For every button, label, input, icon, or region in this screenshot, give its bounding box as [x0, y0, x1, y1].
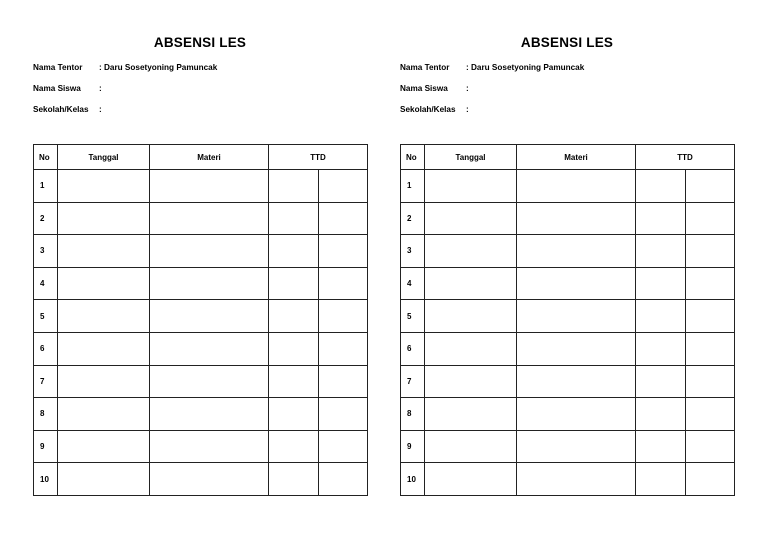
- tanggal-cell: [58, 300, 150, 333]
- table-row: [401, 202, 735, 235]
- row-number: 9: [401, 430, 425, 463]
- ttd-cell: [319, 202, 368, 235]
- materi-cell: [517, 365, 636, 398]
- header-tanggal: Tanggal: [425, 145, 517, 170]
- table-row: [34, 267, 368, 300]
- tanggal-cell: [58, 170, 150, 203]
- table-header-row: [34, 145, 368, 170]
- ttd-cell: [269, 267, 319, 300]
- ttd-cell: [319, 267, 368, 300]
- table-row: [401, 332, 735, 365]
- tanggal-cell: [425, 463, 517, 496]
- ttd-cell: [636, 365, 686, 398]
- siswa-row: [400, 84, 469, 93]
- materi-cell: [150, 267, 269, 300]
- tanggal-cell: [425, 398, 517, 431]
- ttd-cell: [686, 332, 735, 365]
- row-number: 3: [401, 235, 425, 268]
- ttd-cell: [686, 398, 735, 431]
- tanggal-cell: [58, 365, 150, 398]
- materi-cell: [150, 398, 269, 431]
- ttd-cell: [319, 332, 368, 365]
- tanggal-cell: [425, 332, 517, 365]
- materi-cell: [517, 300, 636, 333]
- kelas-value: :: [466, 105, 469, 114]
- siswa-value: :: [466, 84, 469, 93]
- tanggal-cell: [425, 170, 517, 203]
- ttd-cell: [269, 430, 319, 463]
- header-ttd: TTD: [636, 145, 735, 170]
- ttd-cell: [319, 398, 368, 431]
- materi-cell: [517, 170, 636, 203]
- materi-cell: [150, 430, 269, 463]
- row-number: 9: [34, 430, 58, 463]
- materi-cell: [150, 463, 269, 496]
- tanggal-cell: [58, 202, 150, 235]
- tentor-label: Nama Tentor: [400, 63, 450, 72]
- kelas-row: [33, 105, 102, 114]
- materi-cell: [517, 430, 636, 463]
- ttd-cell: [269, 300, 319, 333]
- table-row: [34, 430, 368, 463]
- header-no: No: [401, 145, 425, 170]
- tanggal-cell: [58, 332, 150, 365]
- ttd-cell: [636, 463, 686, 496]
- ttd-cell: [269, 235, 319, 268]
- tanggal-cell: [58, 430, 150, 463]
- table-header-row: [401, 145, 735, 170]
- kelas-label: Sekolah/Kelas: [400, 105, 456, 114]
- tanggal-cell: [58, 398, 150, 431]
- materi-cell: [517, 267, 636, 300]
- table-row: [34, 235, 368, 268]
- tentor-row: [400, 63, 584, 72]
- siswa-label: Nama Siswa: [400, 84, 448, 93]
- ttd-cell: [686, 235, 735, 268]
- ttd-cell: [686, 300, 735, 333]
- materi-cell: [517, 332, 636, 365]
- ttd-cell: [269, 463, 319, 496]
- sheet-title: ABSENSI LES: [520, 35, 614, 50]
- kelas-label: Sekolah/Kelas: [33, 105, 89, 114]
- ttd-cell: [686, 463, 735, 496]
- materi-cell: [150, 365, 269, 398]
- header-materi: Materi: [517, 145, 636, 170]
- table-row: [34, 202, 368, 235]
- materi-cell: [517, 202, 636, 235]
- materi-cell: [150, 300, 269, 333]
- row-number: 8: [401, 398, 425, 431]
- tentor-row: [33, 63, 217, 72]
- row-number: 1: [401, 170, 425, 203]
- materi-cell: [517, 463, 636, 496]
- ttd-cell: [636, 300, 686, 333]
- ttd-cell: [269, 398, 319, 431]
- ttd-cell: [319, 235, 368, 268]
- ttd-cell: [269, 332, 319, 365]
- row-number: 7: [401, 365, 425, 398]
- ttd-cell: [269, 202, 319, 235]
- ttd-cell: [319, 365, 368, 398]
- attendance-table: [400, 144, 735, 496]
- tanggal-cell: [58, 463, 150, 496]
- table-row: [34, 170, 368, 203]
- ttd-cell: [686, 170, 735, 203]
- table-row: [401, 170, 735, 203]
- materi-cell: [150, 235, 269, 268]
- tanggal-cell: [425, 300, 517, 333]
- ttd-cell: [636, 430, 686, 463]
- ttd-cell: [686, 365, 735, 398]
- table-row: [34, 300, 368, 333]
- table-row: [401, 463, 735, 496]
- row-number: 6: [34, 332, 58, 365]
- kelas-value: :: [99, 105, 102, 114]
- ttd-cell: [319, 430, 368, 463]
- tentor-value: : Daru Sosetyoning Pamuncak: [99, 63, 218, 72]
- row-number: 4: [34, 267, 58, 300]
- table-row: [34, 365, 368, 398]
- row-number: 3: [34, 235, 58, 268]
- tentor-label: Nama Tentor: [33, 63, 83, 72]
- tanggal-cell: [425, 202, 517, 235]
- table-row: [401, 235, 735, 268]
- table-row: [401, 300, 735, 333]
- tanggal-cell: [425, 365, 517, 398]
- materi-cell: [517, 235, 636, 268]
- table-row: [401, 430, 735, 463]
- ttd-cell: [636, 267, 686, 300]
- tanggal-cell: [58, 235, 150, 268]
- ttd-cell: [319, 170, 368, 203]
- row-number: 5: [34, 300, 58, 333]
- table-row: [401, 267, 735, 300]
- tanggal-cell: [425, 235, 517, 268]
- tanggal-cell: [425, 267, 517, 300]
- sheet-title: ABSENSI LES: [153, 35, 247, 50]
- materi-cell: [150, 170, 269, 203]
- ttd-cell: [636, 332, 686, 365]
- row-number: 5: [401, 300, 425, 333]
- ttd-cell: [636, 398, 686, 431]
- row-number: 1: [34, 170, 58, 203]
- ttd-cell: [686, 267, 735, 300]
- ttd-cell: [319, 300, 368, 333]
- ttd-cell: [636, 202, 686, 235]
- ttd-cell: [319, 463, 368, 496]
- table-row: [401, 398, 735, 431]
- tanggal-cell: [58, 267, 150, 300]
- materi-cell: [150, 332, 269, 365]
- header-no: No: [34, 145, 58, 170]
- row-number: 8: [34, 398, 58, 431]
- header-tanggal: Tanggal: [58, 145, 150, 170]
- table-row: [34, 463, 368, 496]
- materi-cell: [517, 398, 636, 431]
- ttd-cell: [636, 170, 686, 203]
- ttd-cell: [269, 365, 319, 398]
- kelas-row: [400, 105, 469, 114]
- ttd-cell: [686, 202, 735, 235]
- ttd-cell: [269, 170, 319, 203]
- siswa-label: Nama Siswa: [33, 84, 81, 93]
- siswa-value: :: [99, 84, 102, 93]
- materi-cell: [150, 202, 269, 235]
- table-row: [401, 365, 735, 398]
- attendance-table: [33, 144, 368, 496]
- ttd-cell: [636, 235, 686, 268]
- ttd-cell: [686, 430, 735, 463]
- row-number: 10: [401, 463, 425, 496]
- row-number: 7: [34, 365, 58, 398]
- table-row: [34, 398, 368, 431]
- row-number: 6: [401, 332, 425, 365]
- row-number: 2: [401, 202, 425, 235]
- siswa-row: [33, 84, 102, 93]
- tentor-value: : Daru Sosetyoning Pamuncak: [466, 63, 585, 72]
- row-number: 10: [34, 463, 58, 496]
- header-materi: Materi: [150, 145, 269, 170]
- row-number: 2: [34, 202, 58, 235]
- table-row: [34, 332, 368, 365]
- tanggal-cell: [425, 430, 517, 463]
- header-ttd: TTD: [269, 145, 368, 170]
- row-number: 4: [401, 267, 425, 300]
